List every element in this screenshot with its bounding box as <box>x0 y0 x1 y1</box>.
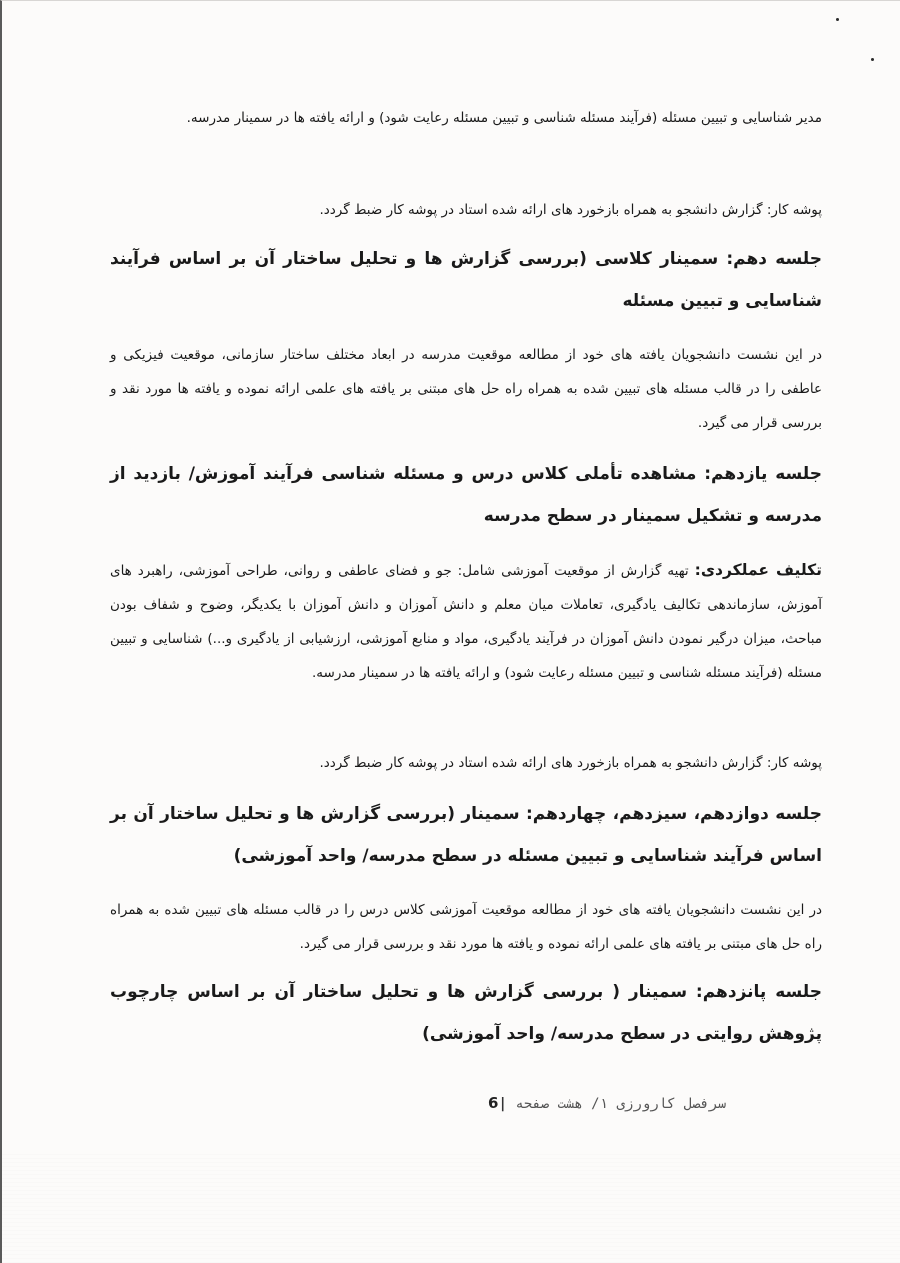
performance-assignment <box>110 553 822 690</box>
portfolio-note: پوشه کار: گزارش دانشجو به همراه بازخورد های ارائه شده استاد در پوشه کار ضبط گردد. <box>319 755 822 771</box>
footer-title: سرفصل کارورزی ۱/ هشت صفحه <box>515 1096 727 1112</box>
session-12-14-heading: جلسه دوازدهم، سیزدهم، چهاردهم: سمینار (بررسی گزارش ها و تحلیل ساختار آن بر اساس فرآیند شناسایی و تبیین مسئله در سطح مدرسه/ واحد آموزشی) <box>110 804 822 866</box>
session-11-heading: جلسه یازدهم: مشاهده تأملی کلاس درس و مسئله شناسی فرآیند آموزش/ بازدید از مدرسه و تشکیل سمینار در سطح مدرسه <box>110 464 822 526</box>
portfolio-note: پوشه کار: گزارش دانشجو به همراه بازخورد های ارائه شده استاد در پوشه کار ضبط گردد. <box>319 202 822 218</box>
session-15-heading: جلسه پانزدهم: سمینار ( بررسی گزارش ها و تحلیل ساختار آن بر اساس چارچوب پژوهش روایتی در سطح مدرسه/ واحد آموزشی) <box>110 982 822 1044</box>
assignment-label: تکلیف عملکردی: <box>694 561 822 579</box>
session-10-description: در این نشست دانشجویان یافته های خود از مطالعه موقعیت مدرسه در ابعاد مختلف ساختار سازمانی، موقعیت فیزیکی و عاطفی را در قالب مسئله های تبیین شده به همراه راه حل های مبتنی بر یافته های علمی ارائه نموده و یافته ها مورد نقد و بررسی قرار می گیرد. <box>110 347 822 431</box>
session-10-heading: جلسه دهم: سمینار کلاسی (بررسی گزارش ها و تحلیل ساختار آن بر اساس فرآیند شناسایی و تبیین مسئله <box>110 249 822 311</box>
footer-separator: | <box>498 1096 507 1112</box>
session-12-14-description: در این نشست دانشجویان یافته های خود از مطالعه موقعیت آموزشی کلاس درس را در قالب مسئله های تبیین شده به همراه راه حل های مبتنی بر یافته های علمی ارائه نموده و یافته ها مورد نقد و بررسی قرار می گیرد. <box>110 902 822 952</box>
scan-speck <box>871 58 874 61</box>
page-number: 6 <box>488 1094 499 1112</box>
paragraph-continuation: مدیر شناسایی و تبیین مسئله (فرآیند مسئله شناسی و تبیین مسئله رعایت شود) و ارائه یافته ها در سمینار مدرسه. <box>186 110 822 126</box>
page-footer <box>488 1094 726 1112</box>
assignment-text: تهیه گزارش از موقعیت آموزشی شامل: جو و فضای عاطفی و روانی، طراحی آموزشی، راهبرد های آموزش، سازماندهی تکالیف یادگیری، تعاملات میان معلم و دانش آموزان و دانش آموزان با یکدیگر، وضوح و شفاف بودن مباحث، میزان درگیر نمودن دانش آموزان در فرآیند یادگیری، مواد و منابع آموزشی، ارزشیابی از یادگیری و...) شناسایی و تبیین مسئله (فرآیند مسئله شناسی و تبیین مسئله رعایت شود) و ارائه یافته ها در سمینار مدرسه. <box>110 563 822 681</box>
scan-speck <box>836 18 839 21</box>
scan-artifact <box>2 1153 900 1263</box>
